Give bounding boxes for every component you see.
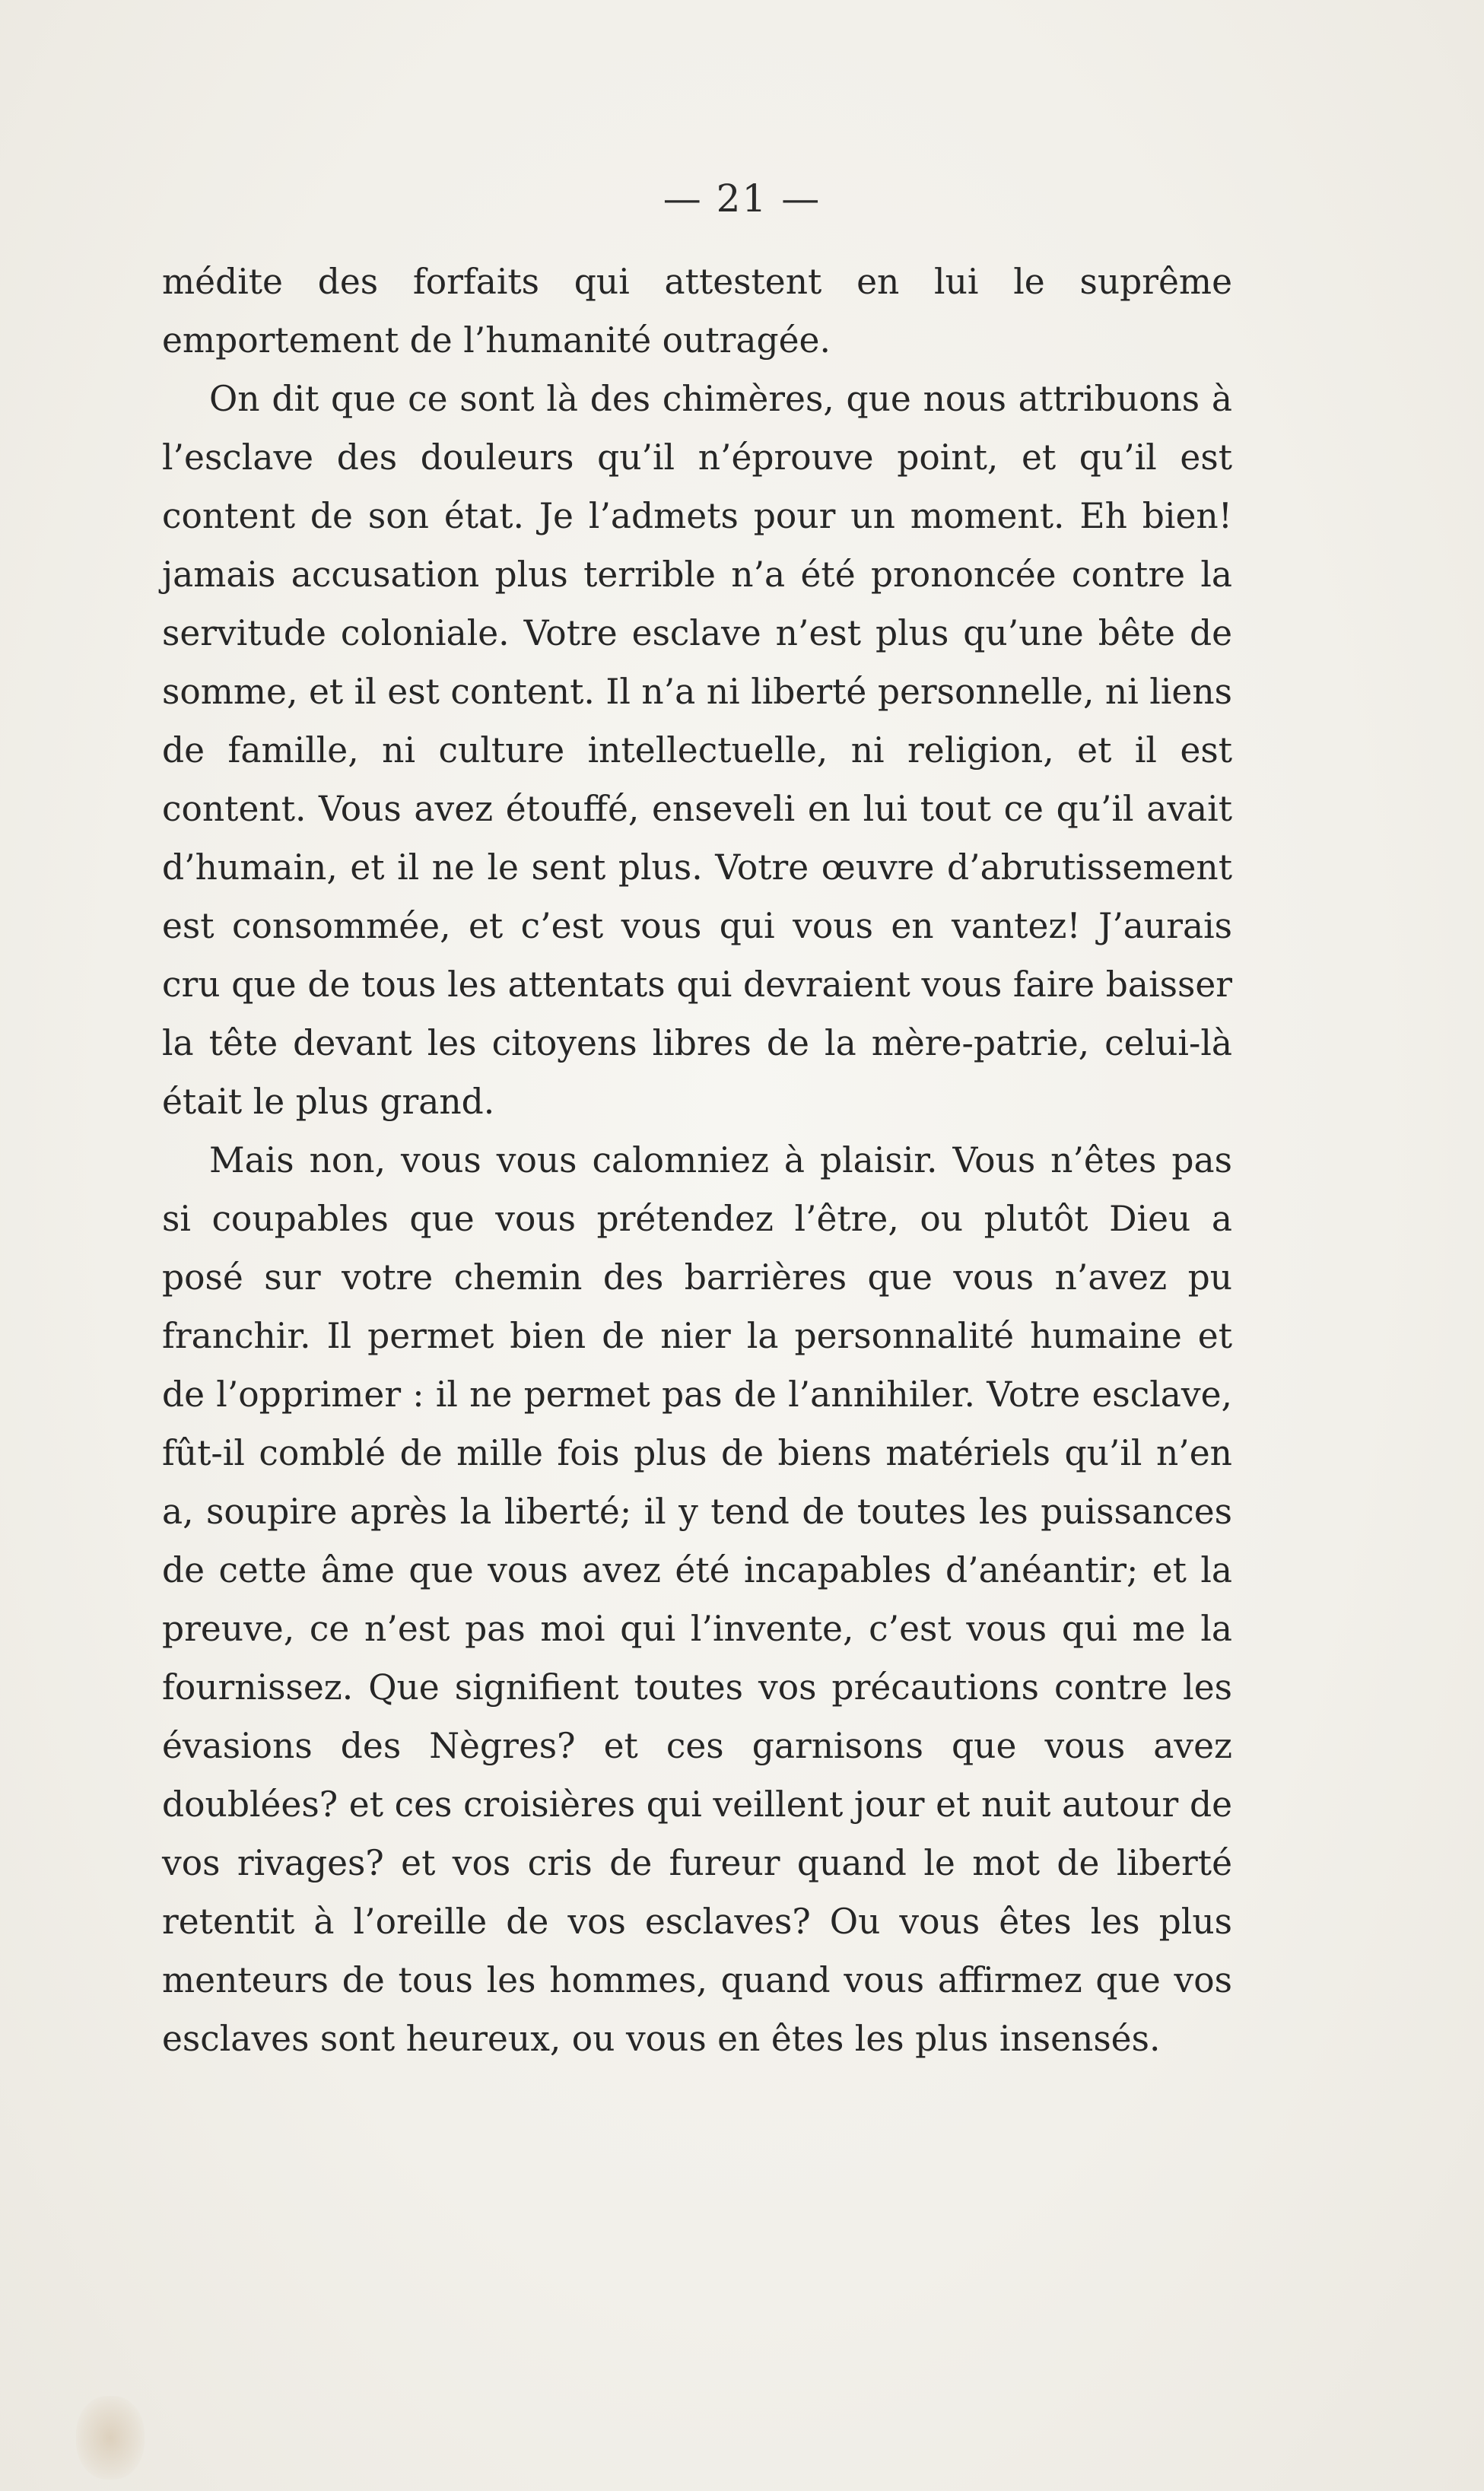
paper-stain: [76, 2396, 145, 2480]
page-number: — 21 —: [663, 176, 821, 221]
paragraph-3: Mais non, vous vous calomniez à plaisir. Vous n’êtes pas si coupables que vous prétendez l’être, ou plutôt Dieu a posé sur votre chemin des barrières que vous n’avez pu franchir. Il permet bien de nier la personnalité humaine et de l’opprimer : il ne permet pas de l’annihiler. Votre esclave, fût-il comblé de mille fois plus de biens matériels qu’il n’en a, soupire après la liberté; il y tend de toutes les puissances de cette âme que vous avez été incapables d’anéantir; et la preuve, ce n’est pas moi qui l’invente, c’est vous qui me la fournissez. Que signifient toutes vos précautions contre les évasions des Nègres? et ces garnisons que vous avez doublées? et ces croisières qui veillent jour et nuit autour de vos rivages? et vos cris de fureur quand le mot de liberté retentit à l’oreille de vos esclaves? Ou vous êtes les plus menteurs de tous les hommes, quand vous affirmez que vos esclaves sont heureux, ou vous en êtes les plus insensés.: [162, 1140, 1232, 2059]
body-text: [162, 253, 1232, 2068]
paragraph-1: médite des forfaits qui attestent en lui le suprême emportement de l’humanité outragée.: [162, 262, 1232, 361]
paragraph-2: On dit que ce sont là des chimères, que nous attribuons à l’esclave des douleurs qu’il n’éprouve point, et qu’il est content de son état. Je l’admets pour un moment. Eh bien! jamais accusation plus terrible n’a été prononcée contre la servitude coloniale. Votre esclave n’est plus qu’une bête de somme, et il est content. Il n’a ni liberté personnelle, ni liens de famille, ni culture intellectuelle, ni religion, et il est content. Vous avez étouffé, enseveli en lui tout ce qu’il avait d’humain, et il ne le sent plus. Votre œuvre d’abrutissement est consommée, et c’est vous qui vous en vantez! J’aurais cru que de tous les attentats qui devraient vous faire baisser la tête devant les citoyens libres de la mère-patrie, celui-là était le plus grand.: [162, 379, 1232, 1122]
